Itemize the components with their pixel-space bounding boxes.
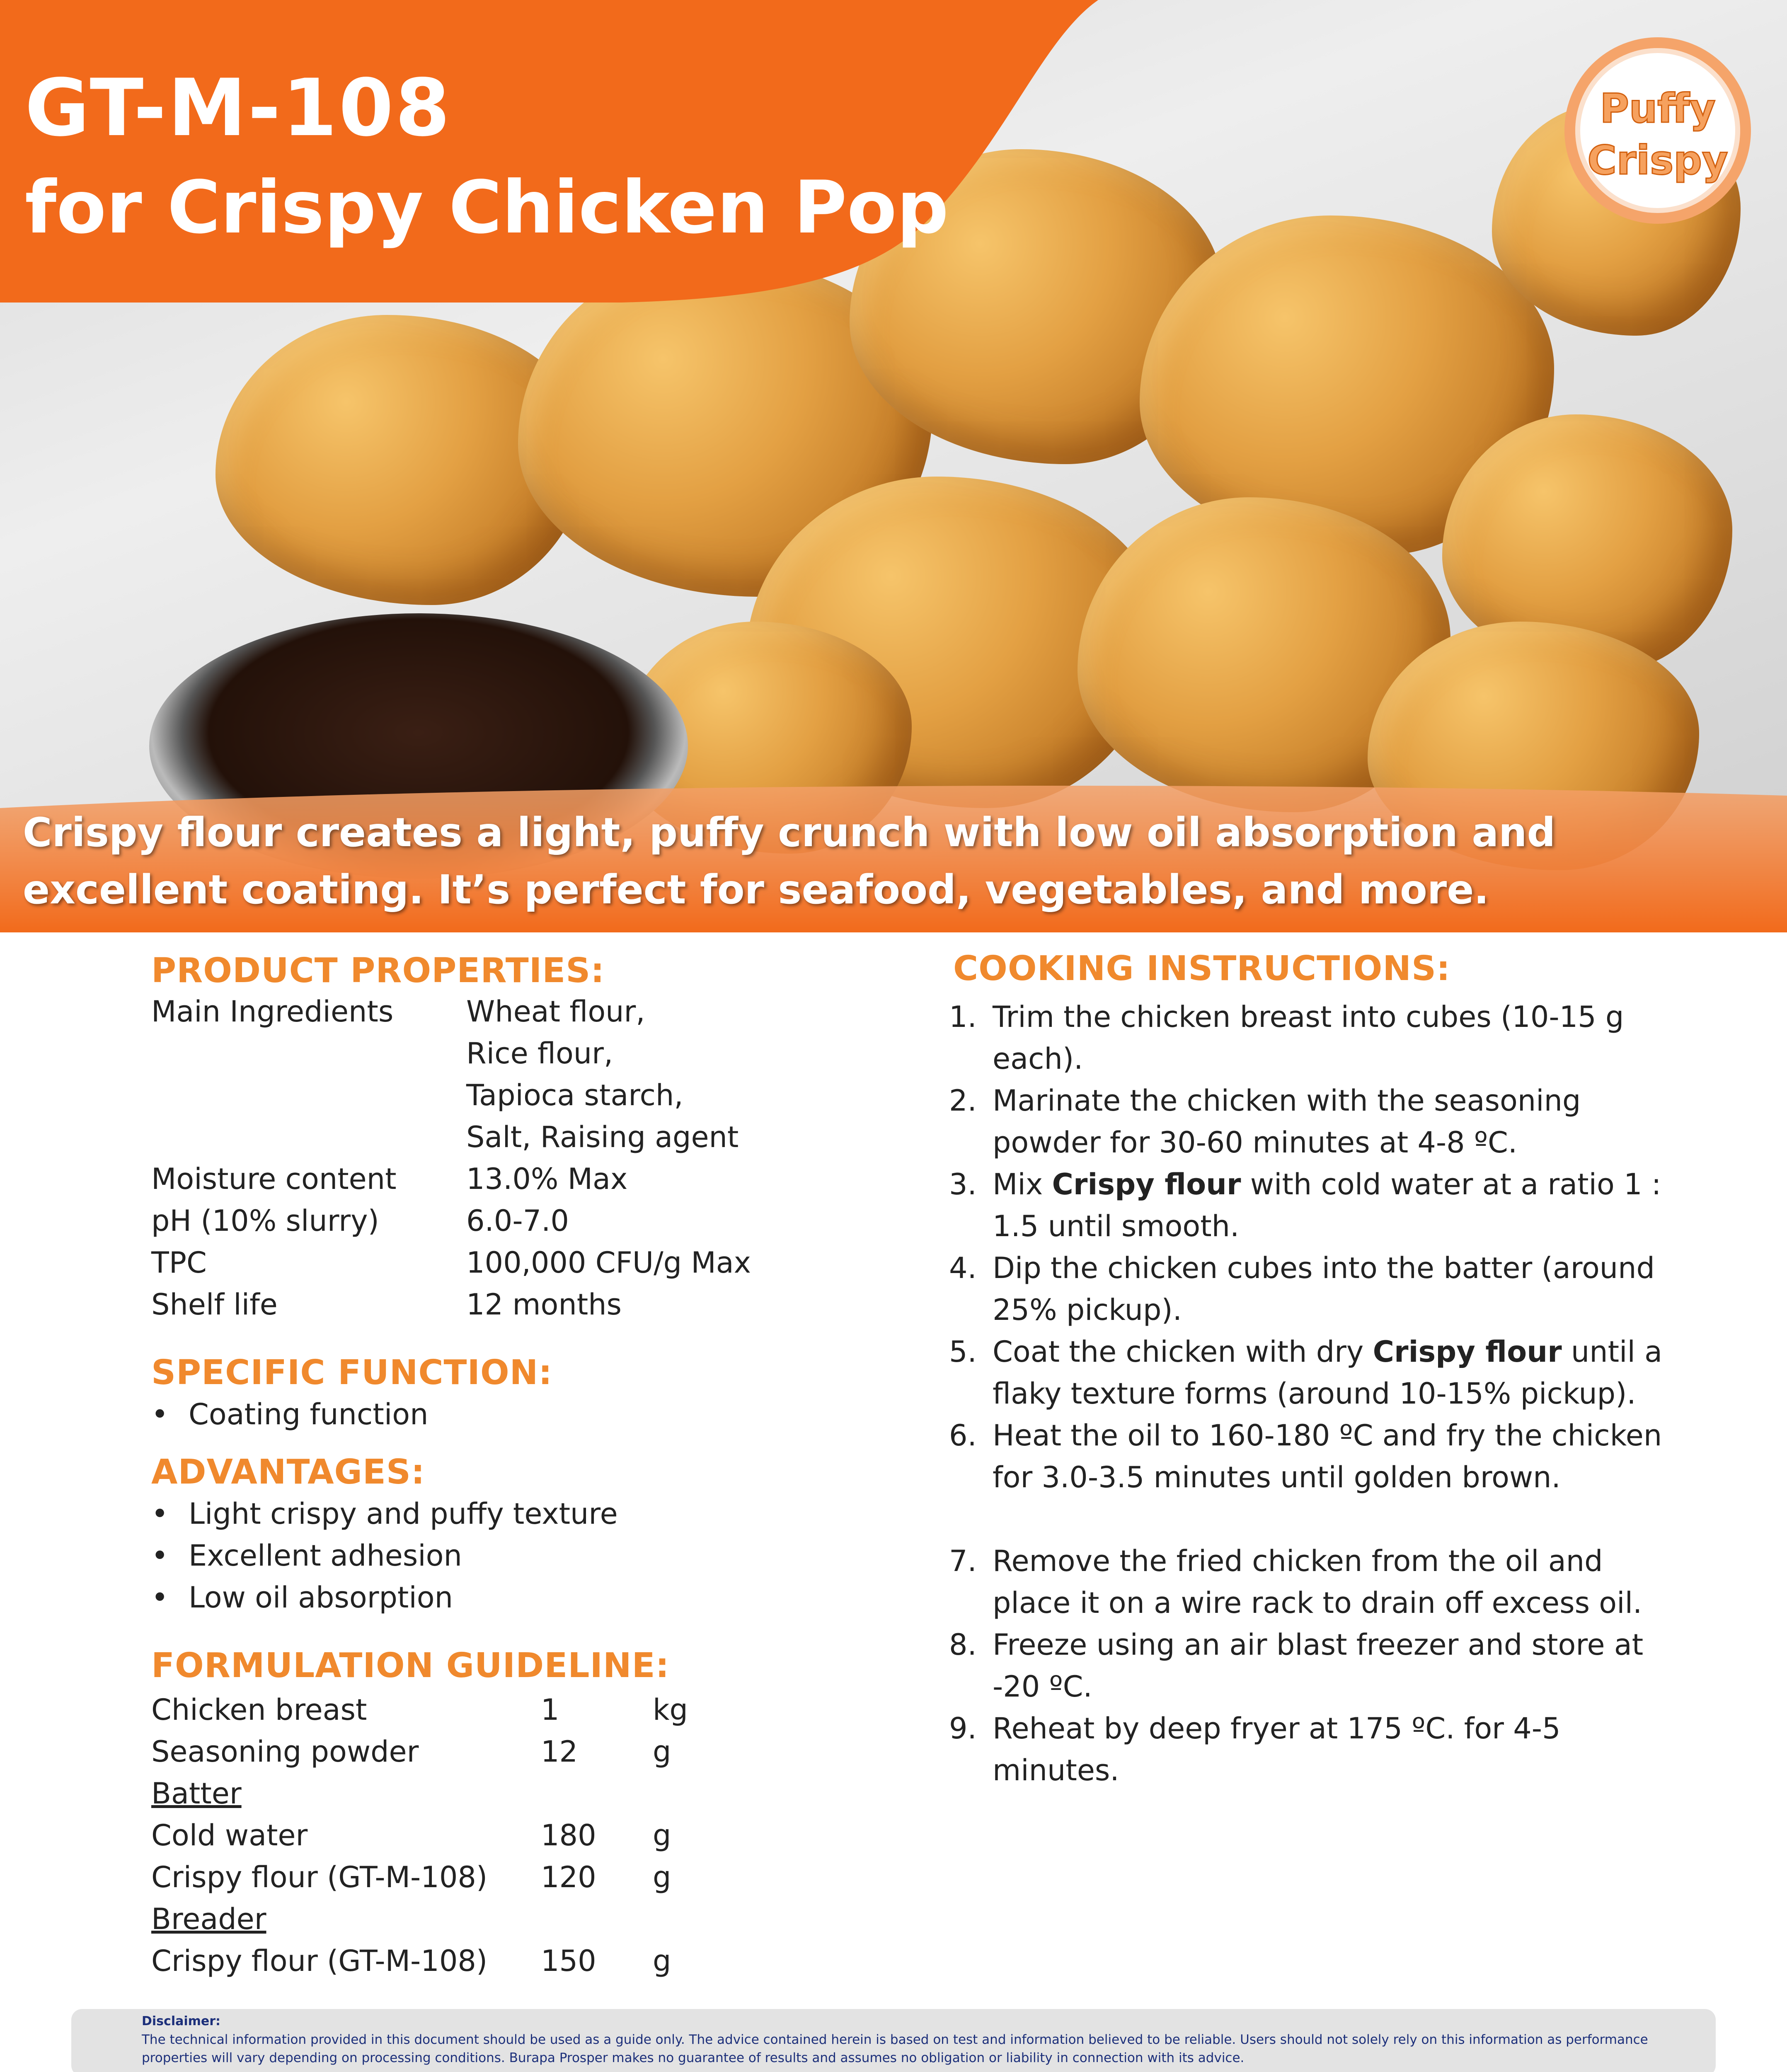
- step-text-pre: Mix: [993, 1167, 1052, 1201]
- step-number: 6.: [949, 1418, 977, 1452]
- step-number: 3.: [949, 1167, 977, 1201]
- ingredient-unit: g: [653, 1818, 671, 1852]
- step-text-pre: Coat the chicken with dry: [993, 1335, 1373, 1369]
- property-value: Salt, Raising agent: [466, 1120, 739, 1154]
- cooking-step: [949, 1164, 1662, 1247]
- ingredient-unit: g: [653, 1860, 671, 1894]
- cooking-instructions-heading: COOKING INSTRUCTIONS:: [953, 949, 1450, 988]
- bullet-dot: •: [151, 1397, 169, 1431]
- step-text: Remove the fried chicken from the oil and place it on a wire rack to drain off excess oil.: [993, 1544, 1642, 1620]
- step-text: [993, 1164, 1664, 1247]
- ingredient-name: Cold water: [151, 1818, 308, 1852]
- ingredient-name: Crispy flour (GT-M-108): [151, 1944, 488, 1978]
- ingredient-name: Chicken breast: [151, 1693, 367, 1727]
- cooking-step: [949, 996, 1662, 1080]
- step-number: 4.: [949, 1251, 977, 1285]
- cooking-step: [949, 1080, 1662, 1164]
- property-value: 6.0-7.0: [466, 1204, 569, 1238]
- cooking-step: [949, 1624, 1662, 1708]
- ingredient-qty: 180: [541, 1818, 596, 1852]
- step-text-post: until a flaky texture forms (around 10-15% pickup).: [993, 1335, 1663, 1411]
- bullet-dot: •: [151, 1581, 169, 1615]
- step-number: 2.: [949, 1084, 977, 1118]
- specific-function-heading: SPECIFIC FUNCTION:: [151, 1353, 553, 1392]
- step-number: 5.: [949, 1335, 977, 1369]
- property-label: TPC: [151, 1246, 207, 1280]
- ingredient-qty: 120: [541, 1860, 596, 1894]
- advantage-item: Excellent adhesion: [189, 1539, 462, 1573]
- cooking-step: [949, 1331, 1662, 1415]
- ingredient-unit: kg: [653, 1693, 688, 1727]
- crispy-flour-emphasis: Crispy flour: [1052, 1167, 1241, 1201]
- step-text: Heat the oil to 160-180 ºC and fry the chicken for 3.0-3.5 minutes until golden brown.: [993, 1418, 1662, 1494]
- step-number: 1.: [949, 1000, 977, 1034]
- ingredient-qty: 12: [541, 1735, 578, 1769]
- ingredient-qty: 150: [541, 1944, 596, 1978]
- ingredient-name: Crispy flour (GT-M-108): [151, 1860, 488, 1894]
- property-value: Tapioca starch,: [466, 1078, 683, 1112]
- advantages-heading: ADVANTAGES:: [151, 1452, 425, 1492]
- puffy-crispy-badge: [1564, 37, 1751, 224]
- formulation-heading: FORMULATION GUIDELINE:: [151, 1646, 670, 1685]
- property-value: Wheat flour,: [466, 995, 645, 1029]
- cooking-step: [949, 1247, 1662, 1331]
- step-text: [993, 1331, 1664, 1415]
- disclaimer-box: [71, 2009, 1716, 2072]
- property-value: 100,000 CFU/g Max: [466, 1246, 751, 1280]
- property-label: pH (10% slurry): [151, 1204, 379, 1238]
- advantage-item: Light crispy and puffy texture: [189, 1497, 618, 1531]
- step-number: 7.: [949, 1544, 977, 1578]
- step-text: Freeze using an air blast freezer and store at -20 ºC.: [993, 1628, 1644, 1704]
- step-number: 9.: [949, 1711, 977, 1745]
- badge-line-2: Crispy: [1587, 137, 1728, 184]
- step-text: Reheat by deep fryer at 175 ºC. for 4-5 minutes.: [993, 1711, 1561, 1787]
- cooking-step: [949, 1415, 1662, 1540]
- breader-subheading: Breader: [151, 1902, 266, 1936]
- hero-banner: [0, 0, 1787, 932]
- ingredient-qty: 1: [541, 1693, 559, 1727]
- cooking-step: [949, 1540, 1662, 1624]
- product-tagline: Crispy flour creates a light, puffy crunch with low oil absorption and excellent coating. It’s perfect for seafood, vegetables, and more.: [23, 809, 1556, 913]
- step-text: Trim the chicken breast into cubes (10-15 g each).: [993, 1000, 1624, 1076]
- property-label: Main Ingredients: [151, 995, 394, 1029]
- property-label: Shelf life: [151, 1288, 278, 1322]
- disclaimer-title: Disclaimer:: [142, 2014, 221, 2028]
- batter-subheading: Batter: [151, 1777, 242, 1811]
- badge-line-1: Puffy: [1600, 85, 1716, 132]
- step-number: 8.: [949, 1628, 977, 1662]
- cooking-step: [949, 1708, 1662, 1791]
- product-properties-heading: PRODUCT PROPERTIES:: [151, 951, 605, 990]
- ingredient-unit: g: [653, 1735, 671, 1769]
- step-text: Marinate the chicken with the seasoning powder for 30-60 minutes at 4-8 ºC.: [993, 1084, 1581, 1159]
- property-value: 13.0% Max: [466, 1162, 628, 1196]
- disclaimer-text: The technical information provided in this document should be used as a guide only. The advice contained herein is based on test and information believed to be reliable. Users should not solely rely on this information as performance properties will vary depending on processing conditions. Burapa Prosper makes no guarantee of results and assumes no obligation or liability in connection with its advice.: [142, 2032, 1648, 2065]
- ingredient-name: Seasoning powder: [151, 1735, 419, 1769]
- bullet-dot: •: [151, 1497, 169, 1531]
- ingredient-unit: g: [653, 1944, 671, 1978]
- advantage-item: Low oil absorption: [189, 1581, 453, 1615]
- step-text-post: with cold water at a ratio 1 : 1.5 until smooth.: [993, 1167, 1661, 1243]
- function-item: Coating function: [189, 1397, 429, 1431]
- property-label: Moisture content: [151, 1162, 397, 1196]
- property-value: 12 months: [466, 1288, 622, 1322]
- product-subtitle: for Crispy Chicken Pop: [25, 166, 949, 250]
- step-text: Dip the chicken cubes into the batter (around 25% pickup).: [993, 1251, 1655, 1327]
- crispy-flour-emphasis: Crispy flour: [1373, 1335, 1562, 1369]
- product-code-title: GT-M-108: [25, 62, 452, 154]
- bullet-dot: •: [151, 1539, 169, 1573]
- property-value: Rice flour,: [466, 1036, 613, 1070]
